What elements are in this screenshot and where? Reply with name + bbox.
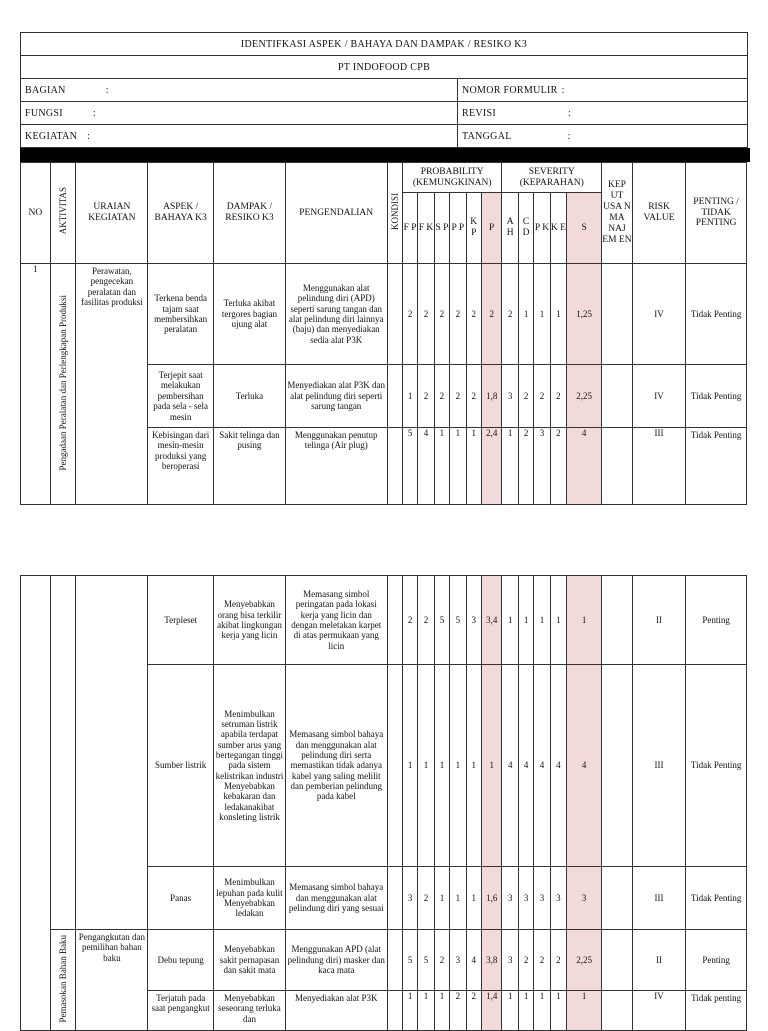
penting-value: Tidak Penting <box>686 428 747 505</box>
sev-total: 1,25 <box>567 264 602 365</box>
sev-cell: 2 <box>518 930 533 991</box>
form-header <box>20 32 748 148</box>
col-kondisi-label: KONDISI <box>389 192 400 230</box>
sev-cell: 4 <box>534 665 550 867</box>
row-dampak: Menimbulkan setruman listrik apabila terdapat sumber arus yang bertegangan tinggi pada sistem kelistrikan industri Menyebabkan kebakaran dan ledakanakibat konsleting listrik <box>214 665 286 867</box>
row-no <box>21 576 51 1031</box>
sev-cell: 2 <box>534 365 550 428</box>
row-pengendalian: Menggunakan penutup telinga (Air plug) <box>285 428 387 505</box>
row-kondisi <box>387 930 402 991</box>
penting-value: Tidak Penting <box>686 665 747 867</box>
row-aktivitas <box>50 264 76 505</box>
row-aspek: Terpleset <box>148 576 214 665</box>
sev-cell: 2 <box>550 365 566 428</box>
row-aspek: Terjatuh pada saat pengangkut <box>148 991 214 1031</box>
revisi-field <box>458 102 748 125</box>
sev-cell: 3 <box>502 930 518 991</box>
table-row <box>21 930 747 991</box>
penting-value: Tidak Penting <box>686 365 747 428</box>
prob-cell: 2 <box>418 576 434 665</box>
colon: : <box>561 84 565 96</box>
company-name: PT INDOFOOD CPB <box>21 56 748 79</box>
row-kondisi <box>387 991 402 1031</box>
sev-total: 2,25 <box>567 365 602 428</box>
risk-table <box>20 162 747 505</box>
risk-value: III <box>632 867 685 930</box>
prob-total: 3,8 <box>481 930 502 991</box>
prob-cell: 1 <box>450 428 466 505</box>
nomor-formulir-field <box>458 79 748 102</box>
bottom-sheet <box>20 575 747 1031</box>
sev-cell: 2 <box>550 428 566 505</box>
col-sev-sub: P K <box>534 193 550 264</box>
sev-cell: 1 <box>534 991 550 1031</box>
sev-cell: 1 <box>502 428 518 505</box>
prob-total: 2,4 <box>481 428 502 505</box>
row-dampak: Menyebabkan seseorang terluka dan <box>214 991 286 1031</box>
prob-cell: 2 <box>434 365 449 428</box>
prob-cell: 2 <box>450 365 466 428</box>
col-risk-value: RISK VALUE <box>632 163 685 264</box>
sev-cell: 2 <box>534 930 550 991</box>
col-aktivitas-label: AKTIVITAS <box>57 187 68 235</box>
fungsi-label: FUNGSI <box>25 107 63 119</box>
sev-cell: 1 <box>534 576 550 665</box>
col-aktivitas <box>50 163 76 264</box>
prob-cell: 5 <box>434 576 449 665</box>
row-aktivitas <box>50 930 76 1031</box>
row-uraian <box>76 576 148 930</box>
col-no: NO <box>21 163 51 264</box>
prob-cell: 2 <box>402 264 417 365</box>
bagian-field <box>21 79 458 102</box>
fungsi-field <box>21 102 458 125</box>
penting-value: Penting <box>686 930 747 991</box>
bagian-label: BAGIAN <box>25 84 66 96</box>
sev-cell: 1 <box>502 991 518 1031</box>
col-sev-total: S <box>567 193 602 264</box>
row-kondisi <box>387 264 402 365</box>
sev-cell: 2 <box>550 930 566 991</box>
row-pengendalian: Memasang simbol bahaya dan menggunakan alat pelindung diri serta memastikan tidak adanya kabel yang saling melilit dan pemberian pelindung pada kabel <box>285 665 387 867</box>
row-dampak: Terluka akibat tergores bagian ujung alat <box>214 264 286 365</box>
sev-cell: 2 <box>502 264 518 365</box>
prob-cell: 1 <box>450 867 466 930</box>
prob-cell: 2 <box>466 264 481 365</box>
col-kondisi <box>387 163 402 264</box>
col-prob-sub: F P <box>402 193 417 264</box>
col-sev-sub: K E <box>550 193 566 264</box>
row-aktivitas <box>50 576 76 930</box>
colon: : <box>92 107 97 119</box>
sev-cell: 1 <box>518 991 533 1031</box>
risk-table-continued <box>20 575 747 1031</box>
prob-cell: 5 <box>418 930 434 991</box>
col-sev-sub: A H <box>502 193 518 264</box>
row-aspek: Sumber listrik <box>148 665 214 867</box>
prob-cell: 1 <box>418 991 434 1031</box>
row-keputusan <box>602 576 633 665</box>
prob-total: 3,4 <box>481 576 502 665</box>
prob-cell: 1 <box>434 665 449 867</box>
prob-cell: 1 <box>466 665 481 867</box>
prob-cell: 1 <box>466 867 481 930</box>
row-kondisi <box>387 576 402 665</box>
col-prob-sub: P P <box>450 193 466 264</box>
prob-cell: 1 <box>434 867 449 930</box>
risk-value: IV <box>632 365 685 428</box>
prob-cell: 2 <box>450 991 466 1031</box>
row-aspek: Debu tepung <box>148 930 214 991</box>
risk-value: IV <box>632 991 685 1031</box>
risk-value: IV <box>632 264 685 365</box>
sev-total: 1 <box>567 576 602 665</box>
col-sev-sub: C D <box>518 193 533 264</box>
sev-total: 4 <box>567 428 602 505</box>
kegiatan-field <box>21 125 458 148</box>
row-aspek: Terjepit saat melakukan pembersihan pada sela - sela mesin <box>148 365 214 428</box>
sev-cell: 2 <box>518 365 533 428</box>
row-pengendalian: Memasang simbol bahaya dan menggunakan alat pelindung diri yang sesuai <box>285 867 387 930</box>
prob-cell: 1 <box>402 665 417 867</box>
prob-cell: 4 <box>466 930 481 991</box>
prob-cell: 2 <box>466 365 481 428</box>
prob-total: 1 <box>481 665 502 867</box>
row-pengendalian: Memasang simbol peringatan pada lokasi kerja yang licin dan dengan meletakan karpet di atas permukaan yang licin <box>285 576 387 665</box>
sev-cell: 1 <box>550 576 566 665</box>
row-dampak: Menyebabkan sakit pernapasan dan sakit mata <box>214 930 286 991</box>
prob-cell: 1 <box>434 991 449 1031</box>
row-aspek: Panas <box>148 867 214 930</box>
col-pengendalian: PENGENDALIAN <box>285 163 387 264</box>
row-pengendalian: Menggunakan alat pelindung diri (APD) seperti sarung tangan dan alat pelindung diri lainnya (baju) dan menyediakan sedia alat P3K <box>285 264 387 365</box>
prob-cell: 2 <box>466 991 481 1031</box>
risk-value: III <box>632 428 685 505</box>
row-aspek: Terkena benda tajam saat membersihkan peralatan <box>148 264 214 365</box>
col-keputusan: KEP UT USA N MA NAJ EM EN <box>602 163 633 264</box>
prob-cell: 3 <box>466 576 481 665</box>
prob-cell: 5 <box>450 576 466 665</box>
sev-cell: 2 <box>518 428 533 505</box>
sev-cell: 3 <box>534 867 550 930</box>
penting-value: Penting <box>686 576 747 665</box>
row-kondisi <box>387 867 402 930</box>
risk-value: II <box>632 930 685 991</box>
prob-cell: 5 <box>402 428 417 505</box>
kegiatan-label: KEGIATAN <box>25 130 78 142</box>
row-aspek: Kebisingan dari mesin-mesin produksi yang beroperasi <box>148 428 214 505</box>
sev-cell: 3 <box>518 867 533 930</box>
col-aspek: ASPEK / BAHAYA K3 <box>148 163 214 264</box>
col-prob-total: P <box>481 193 502 264</box>
sev-total: 2,25 <box>567 930 602 991</box>
row-keputusan <box>602 930 633 991</box>
row-pengendalian: Menyediakan alat P3K dan alat pelindung diri seperti sarung tangan <box>285 365 387 428</box>
sev-total: 3 <box>567 867 602 930</box>
prob-cell: 2 <box>434 264 449 365</box>
row-no: 1 <box>21 264 51 505</box>
row-keputusan <box>602 428 633 505</box>
sev-cell: 1 <box>518 264 533 365</box>
prob-cell: 1 <box>434 428 449 505</box>
col-uraian: URAIAN KEGIATAN <box>76 163 148 264</box>
black-divider <box>20 148 750 162</box>
row-keputusan <box>602 264 633 365</box>
sev-total: 4 <box>567 665 602 867</box>
col-penting: PENTING / TIDAK PENTING <box>686 163 747 264</box>
prob-total: 1,8 <box>481 365 502 428</box>
tanggal-label: TANGGAL <box>462 130 512 142</box>
sev-cell: 3 <box>534 428 550 505</box>
col-prob-sub: F K <box>418 193 434 264</box>
col-dampak: DAMPAK / RESIKO K3 <box>214 163 286 264</box>
row-keputusan <box>602 665 633 867</box>
prob-total: 1,4 <box>481 991 502 1031</box>
row-keputusan <box>602 867 633 930</box>
row-uraian: Pengangkutan dan pemilihan bahan baku <box>76 930 148 1031</box>
row-dampak: Sakit telinga dan pusing <box>214 428 286 505</box>
colon: : <box>105 84 109 96</box>
prob-cell: 1 <box>450 665 466 867</box>
col-probability: PROBABILITY (KEMUNGKINAN) <box>402 163 502 193</box>
top-sheet <box>20 32 747 505</box>
row-keputusan <box>602 365 633 428</box>
col-severity: SEVERITY (KEPARAHAN) <box>502 163 602 193</box>
penting-value: Tidak Penting <box>686 867 747 930</box>
prob-cell: 2 <box>402 576 417 665</box>
colon: : <box>568 107 572 119</box>
prob-cell: 2 <box>418 365 434 428</box>
row-kondisi <box>387 365 402 428</box>
sev-cell: 1 <box>502 576 518 665</box>
row-uraian: Perawatan, pengecekan peralatan dan fasilitas produksi <box>76 264 148 505</box>
row-dampak: Menyebabkan orang bisa terkilir akibat lingkungan kerja yang licin <box>214 576 286 665</box>
colon: : <box>567 130 571 142</box>
penting-value: Tidak penting <box>686 991 747 1031</box>
row-kondisi <box>387 428 402 505</box>
risk-value: III <box>632 665 685 867</box>
sev-cell: 3 <box>550 867 566 930</box>
sev-cell: 4 <box>550 665 566 867</box>
row-keputusan <box>602 991 633 1031</box>
colon: : <box>87 130 91 142</box>
row-aktivitas-label: Pemasokan Bahan Baku <box>57 935 68 1023</box>
sev-cell: 4 <box>502 665 518 867</box>
sev-cell: 1 <box>550 991 566 1031</box>
row-pengendalian: Menyediakan alat P3K <box>285 991 387 1031</box>
sev-cell: 4 <box>518 665 533 867</box>
sev-cell: 3 <box>502 365 518 428</box>
prob-cell: 3 <box>450 930 466 991</box>
row-dampak: Menimbulkan lepuhan pada kulit Menyebabkan ledakan <box>214 867 286 930</box>
sev-total: 1 <box>567 991 602 1031</box>
prob-cell: 5 <box>402 930 417 991</box>
table-row <box>21 576 747 665</box>
prob-cell: 1 <box>418 665 434 867</box>
prob-total: 1,6 <box>481 867 502 930</box>
col-prob-sub: K P <box>466 193 481 264</box>
prob-total: 2 <box>481 264 502 365</box>
prob-cell: 1 <box>466 428 481 505</box>
prob-cell: 3 <box>402 867 417 930</box>
sev-cell: 3 <box>502 867 518 930</box>
risk-value: II <box>632 576 685 665</box>
prob-cell: 2 <box>450 264 466 365</box>
row-pengendalian: Menggunakan APD (alat pelindung diri) masker dan kaca mata <box>285 930 387 991</box>
sev-cell: 1 <box>518 576 533 665</box>
form-title: IDENTIFKASI ASPEK / BAHAYA DAN DAMPAK / RESIKO K3 <box>21 33 748 56</box>
row-dampak: Terluka <box>214 365 286 428</box>
prob-cell: 2 <box>418 264 434 365</box>
prob-cell: 1 <box>402 365 417 428</box>
col-prob-sub: S P <box>434 193 449 264</box>
prob-cell: 4 <box>418 428 434 505</box>
tanggal-field <box>458 125 748 148</box>
row-aktivitas-label: Pengadaan Peralatan dan Perlengkapan Produksi <box>57 295 68 471</box>
prob-cell: 2 <box>418 867 434 930</box>
prob-cell: 2 <box>434 930 449 991</box>
revisi-label: REVISI <box>462 107 497 119</box>
sev-cell: 1 <box>550 264 566 365</box>
penting-value: Tidak Penting <box>686 264 747 365</box>
prob-cell: 1 <box>402 991 417 1031</box>
sev-cell: 1 <box>534 264 550 365</box>
row-kondisi <box>387 665 402 867</box>
nomor-formulir-label: NOMOR FORMULIR <box>462 84 558 96</box>
table-row <box>21 264 747 365</box>
